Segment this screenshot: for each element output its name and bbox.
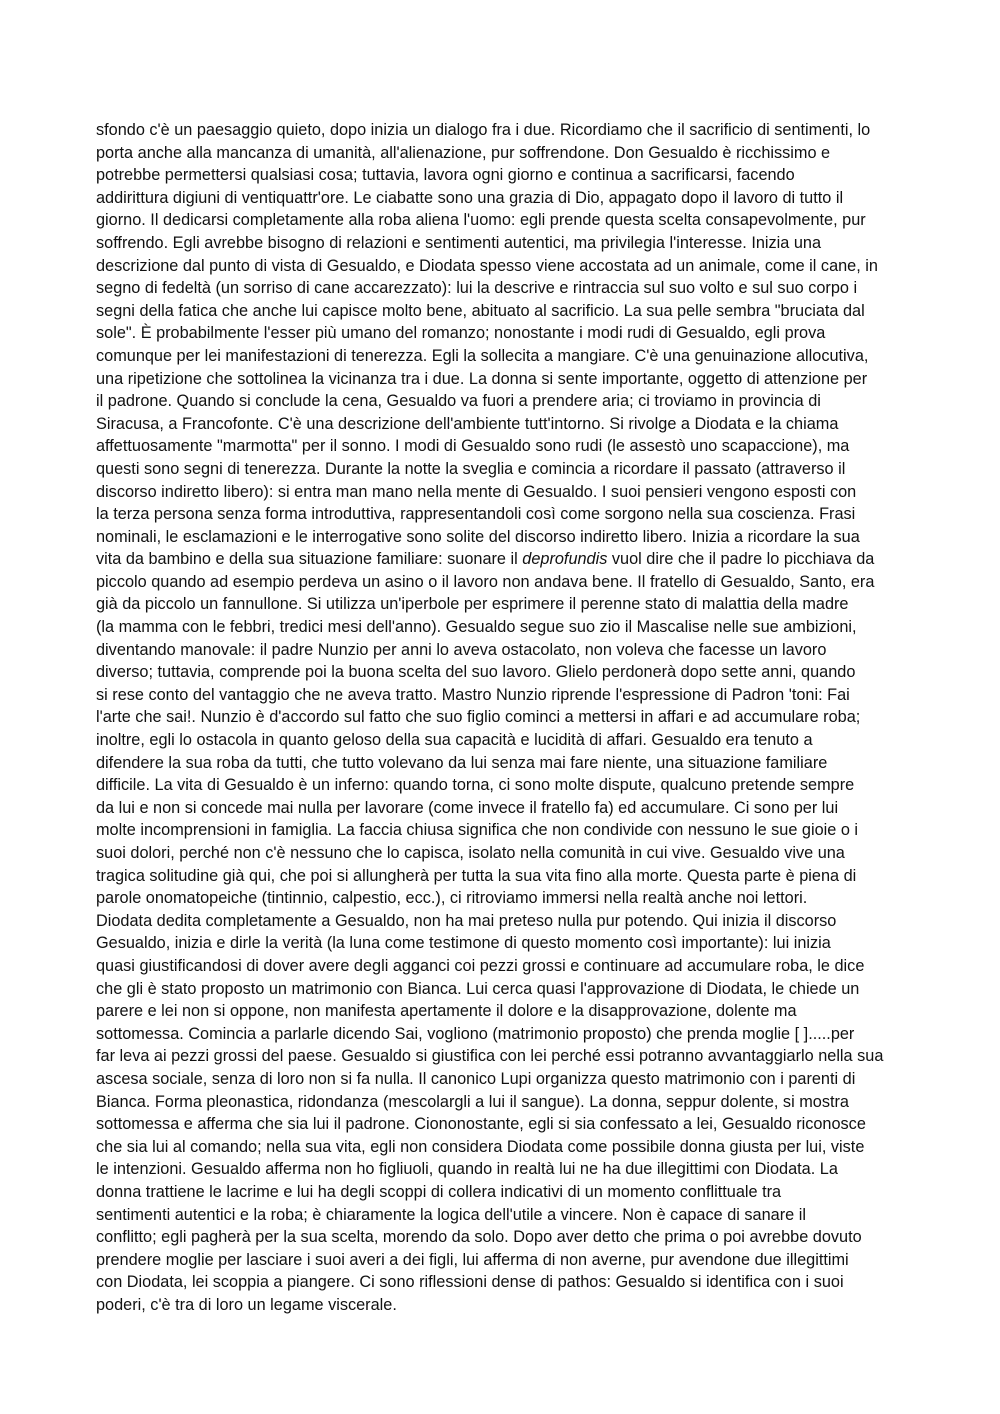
text-line bbox=[96, 1226, 908, 1249]
text-segment: sole". È probabilmente l'esser più umano del romanzo; nonostante i modi rudi di Gesualdo, egli prova bbox=[96, 324, 826, 343]
body-text bbox=[96, 119, 908, 1316]
text-segment: addirittura digiuni di ventiquattr'ore. Le ciabatte sono una grazia di Dio, appagato dopo il lavoro di tutto il bbox=[96, 188, 844, 207]
text-segment: conflitto; egli pagherà per la sua scelta, morendo da solo. Dopo aver detto che prima o poi avrebbe dovuto bbox=[96, 1228, 862, 1247]
text-line bbox=[96, 119, 908, 142]
text-segment: sentimenti autentici e la roba; è chiaramente la logica dell'utile a vincere. Non è capace di sanare il bbox=[96, 1205, 806, 1224]
text-line bbox=[96, 774, 908, 797]
text-segment: donna trattiene le lacrime e lui ha degli scoppi di collera indicativi di un momento conflittuale tra bbox=[96, 1182, 782, 1201]
text-segment: vita da bambino e della sua situazione familiare: suonare il bbox=[96, 550, 523, 569]
text-segment: far leva ai pezzi grossi del paese. Gesualdo si giustifica con lei perché essi potranno avvantaggiarlo nella sua bbox=[96, 1047, 884, 1066]
text-line bbox=[96, 729, 908, 752]
text-segment: che gli è stato proposto un matrimonio con Bianca. Lui cerca quasi l'approvazione di Diodata, le chiede un bbox=[96, 979, 860, 998]
text-line bbox=[96, 1023, 908, 1046]
text-segment: comunque per lei manifestazioni di tenerezza. Egli la sollecita a mangiare. C'è una genuinazione allocutiva, bbox=[96, 346, 869, 365]
text-line bbox=[96, 142, 908, 165]
text-segment: piccolo quando ad esempio perdeva un asino o il lavoro non andava bene. Il fratello di Gesualdo, Santo, era bbox=[96, 572, 875, 591]
text-segment: già da piccolo un fannullone. Si utilizza un'iperbole per esprimere il perenne stato di malattia della madre bbox=[96, 595, 849, 614]
text-segment: soffrendo. Egli avrebbe bisogno di relazioni e sentimenti autentici, ma privilegia l'interesse. Inizia una bbox=[96, 233, 822, 252]
text-line bbox=[96, 661, 908, 684]
text-segment: una ripetizione che sottolinea la vicinanza tra i due. La donna si sente importante, oggetto di attenzione per bbox=[96, 369, 868, 388]
text-line bbox=[96, 548, 908, 571]
text-segment: parole onomatopeiche (tintinnio, calpestio, ecc.), ci ritroviamo immersi nella realtà anche noi lettori. bbox=[96, 889, 808, 908]
text-line bbox=[96, 1181, 908, 1204]
text-segment: inoltre, egli lo ostacola in quanto geloso della sua capacità e lucidità di affari. Gesualdo era tenuto a bbox=[96, 731, 813, 750]
text-line bbox=[96, 887, 908, 910]
text-line bbox=[96, 752, 908, 775]
text-line bbox=[96, 797, 908, 820]
text-line bbox=[96, 345, 908, 368]
text-segment: si rese conto del vantaggio che ne aveva tratto. Mastro Nunzio riprende l'espressione di Padron 'toni: Fai bbox=[96, 685, 850, 704]
text-line bbox=[96, 481, 908, 504]
text-line bbox=[96, 865, 908, 888]
text-segment: Gesualdo, inizia e dirle la verità (la luna come testimone di questo momento così importante): lui inizia bbox=[96, 934, 831, 953]
text-segment: affettuosamente "marmotta" per il sonno. I modi di Gesualdo sono rudi (le assestò uno scapaccione), ma bbox=[96, 437, 850, 456]
text-segment: parere e lei non si oppone, non manifesta apertamente il dolore e la disapprovazione, dolente ma bbox=[96, 1002, 797, 1021]
text-line bbox=[96, 616, 908, 639]
text-line bbox=[96, 164, 908, 187]
text-segment: sottomessa e afferma che sia lui il padrone. Ciononostante, egli si sia confessato a lei, Gesualdo riconosce bbox=[96, 1115, 866, 1134]
text-line bbox=[96, 187, 908, 210]
text-segment: segni della fatica che anche lui capisce molto bene, abituato al sacrificio. La sua pelle sembra "bruciata dal bbox=[96, 301, 865, 320]
text-line bbox=[96, 1068, 908, 1091]
text-line bbox=[96, 1136, 908, 1159]
text-line bbox=[96, 277, 908, 300]
text-segment: Diodata dedita completamente a Gesualdo, non ha mai preteso nulla pur potendo. Qui inizia il discorso bbox=[96, 911, 837, 930]
text-segment: che sia lui al comando; nella sua vita, egli non considera Diodata come possibile donna giusta per lui, viste bbox=[96, 1137, 865, 1156]
text-line bbox=[96, 413, 908, 436]
text-line bbox=[96, 1091, 908, 1114]
text-line bbox=[96, 526, 908, 549]
text-segment: discorso indiretto libero): si entra man mano nella mente di Gesualdo. I suoi pensieri vengono esposti con bbox=[96, 482, 857, 501]
text-segment: la terza persona senza forma introduttiva, rappresentandoli così come sorgono nella sua coscienza. Frasi bbox=[96, 505, 856, 524]
text-line bbox=[96, 368, 908, 391]
text-line bbox=[96, 978, 908, 1001]
text-line bbox=[96, 684, 908, 707]
text-segment: Bianca. Forma pleonastica, ridondanza (mescolargli a lui il sangue). La donna, seppur dolente, si mostra bbox=[96, 1092, 849, 1111]
text-line bbox=[96, 910, 908, 933]
text-line bbox=[96, 232, 908, 255]
text-segment: sottomessa. Comincia a parlarle dicendo Sai, vogliono (matrimonio proposto) che prenda moglie [ ].....per bbox=[96, 1024, 855, 1043]
text-segment: l'arte che sai!. Nunzio è d'accordo sul fatto che suo figlio cominci a mettersi in affari e ad accumulare roba; bbox=[96, 708, 861, 727]
text-line bbox=[96, 390, 908, 413]
text-segment: suoi dolori, perché non c'è nessuno che lo capisca, isolato nella comunità in cui vive. Gesualdo vive una bbox=[96, 844, 845, 862]
text-line bbox=[96, 435, 908, 458]
text-segment: descrizione dal punto di vista di Gesualdo, e Diodata spesso viene accostata ad un animale, come il cane, in bbox=[96, 256, 878, 275]
text-segment: tragica solitudine già qui, che poi si allungherà per tutta la sua vita fino alla morte. Questa parte è piena di bbox=[96, 866, 857, 885]
text-line bbox=[96, 706, 908, 729]
text-line bbox=[96, 458, 908, 481]
text-segment: poderi, c'è tra di loro un legame viscerale. bbox=[96, 1295, 397, 1314]
text-segment: potrebbe permettersi qualsiasi cosa; tuttavia, lavora ogni giorno e continua a sacrificarsi, facendo bbox=[96, 166, 795, 185]
text-segment: quasi giustificandosi di dover avere degli agganci coi pezzi grossi e continuare ad accumulare roba, le dice bbox=[96, 956, 865, 975]
text-line bbox=[96, 1294, 908, 1317]
text-segment: porta anche alla mancanza di umanità, all'alienazione, pur soffrendone. Don Gesualdo è ricchissimo e bbox=[96, 143, 831, 162]
text-line bbox=[96, 503, 908, 526]
text-segment: difendere la sua roba da tutti, che tutto volevano da lui senza mai fare niente, una situazione familiare bbox=[96, 753, 828, 772]
text-segment: giorno. Il dedicarsi completamente alla roba aliena l'uomo: egli prende questa scelta consapevolmente, pur bbox=[96, 211, 866, 230]
text-line bbox=[96, 571, 908, 594]
text-segment: il padrone. Quando si conclude la cena, Gesualdo va fuori a prendere aria; ci troviamo in provincia di bbox=[96, 392, 821, 411]
text-line bbox=[96, 1271, 908, 1294]
text-segment: da lui e non si concede mai nulla per lavorare (come invece il fratello fa) ed accumulare. Ci sono per lui bbox=[96, 798, 839, 817]
text-line bbox=[96, 1249, 908, 1272]
text-line bbox=[96, 1113, 908, 1136]
text-segment: (la mamma con le febbri, tredici mesi dell'anno). Gesualdo segue suo zio il Mascalise nelle sue ambizioni, bbox=[96, 618, 857, 637]
text-line bbox=[96, 209, 908, 232]
text-line bbox=[96, 819, 908, 842]
text-segment: nominali, le esclamazioni e le interrogative sono solite del discorso indiretto libero. Inizia a ricordare la sua bbox=[96, 527, 860, 546]
text-line bbox=[96, 322, 908, 345]
text-line bbox=[96, 1204, 908, 1227]
text-line bbox=[96, 932, 908, 955]
text-segment: sfondo c'è un paesaggio quieto, dopo inizia un dialogo fra i due. Ricordiamo che il sacrificio di sentimenti, lo bbox=[96, 121, 871, 139]
text-segment: segno di fedeltà (un sorriso di cane accarezzato): lui la descrive e rintraccia sul suo volto e sul suo corpo i bbox=[96, 279, 858, 298]
text-segment: prendere moglie per lasciare i suoi averi a dei figli, lui afferma di non averne, pur avendone due illegittimi bbox=[96, 1250, 849, 1269]
text-line bbox=[96, 1000, 908, 1023]
text-line bbox=[96, 593, 908, 616]
text-segment: questi sono segni di tenerezza. Durante la notte la sveglia e comincia a ricordare il passato (attraverso il bbox=[96, 459, 846, 478]
text-line bbox=[96, 639, 908, 662]
text-segment: con Diodata, lei scoppia a piangere. Ci sono riflessioni dense di pathos: Gesualdo si identifica con i suoi bbox=[96, 1273, 844, 1292]
text-segment: diventando manovale: il padre Nunzio per anni lo aveva ostacolato, non voleva che facesse un lavoro bbox=[96, 640, 827, 659]
text-segment: vuol dire che il padre lo picchiava da bbox=[607, 550, 875, 569]
text-line bbox=[96, 842, 908, 865]
text-segment: molte incomprensioni in famiglia. La faccia chiusa significa che non condivide con nessuno le sue gioie o i bbox=[96, 821, 859, 840]
text-segment: diverso; tuttavia, comprende poi la buona scelta del suo lavoro. Glielo perdonerà dopo sette anni, quando bbox=[96, 663, 856, 682]
text-segment: ascesa sociale, senza di loro non si fa nulla. Il canonico Lupi organizza questo matrimonio con i parenti di bbox=[96, 1069, 856, 1088]
text-segment: le intenzioni. Gesualdo afferma non ho figliuoli, quando in realtà lui ne ha due illegittimi con Diodata. La bbox=[96, 1160, 838, 1179]
text-line bbox=[96, 1158, 908, 1181]
text-line bbox=[96, 955, 908, 978]
italic-term: deprofundis bbox=[522, 550, 608, 569]
text-segment: Siracusa, a Francofonte. C'è una descrizione dell'ambiente tutt'intorno. Si rivolge a Diodata e la chiama bbox=[96, 414, 839, 433]
text-line bbox=[96, 255, 908, 278]
text-line bbox=[96, 300, 908, 323]
text-line bbox=[96, 1045, 908, 1068]
text-segment: difficile. La vita di Gesualdo è un inferno: quando torna, ci sono molte dispute, qualcuno pretende sempre bbox=[96, 776, 855, 795]
